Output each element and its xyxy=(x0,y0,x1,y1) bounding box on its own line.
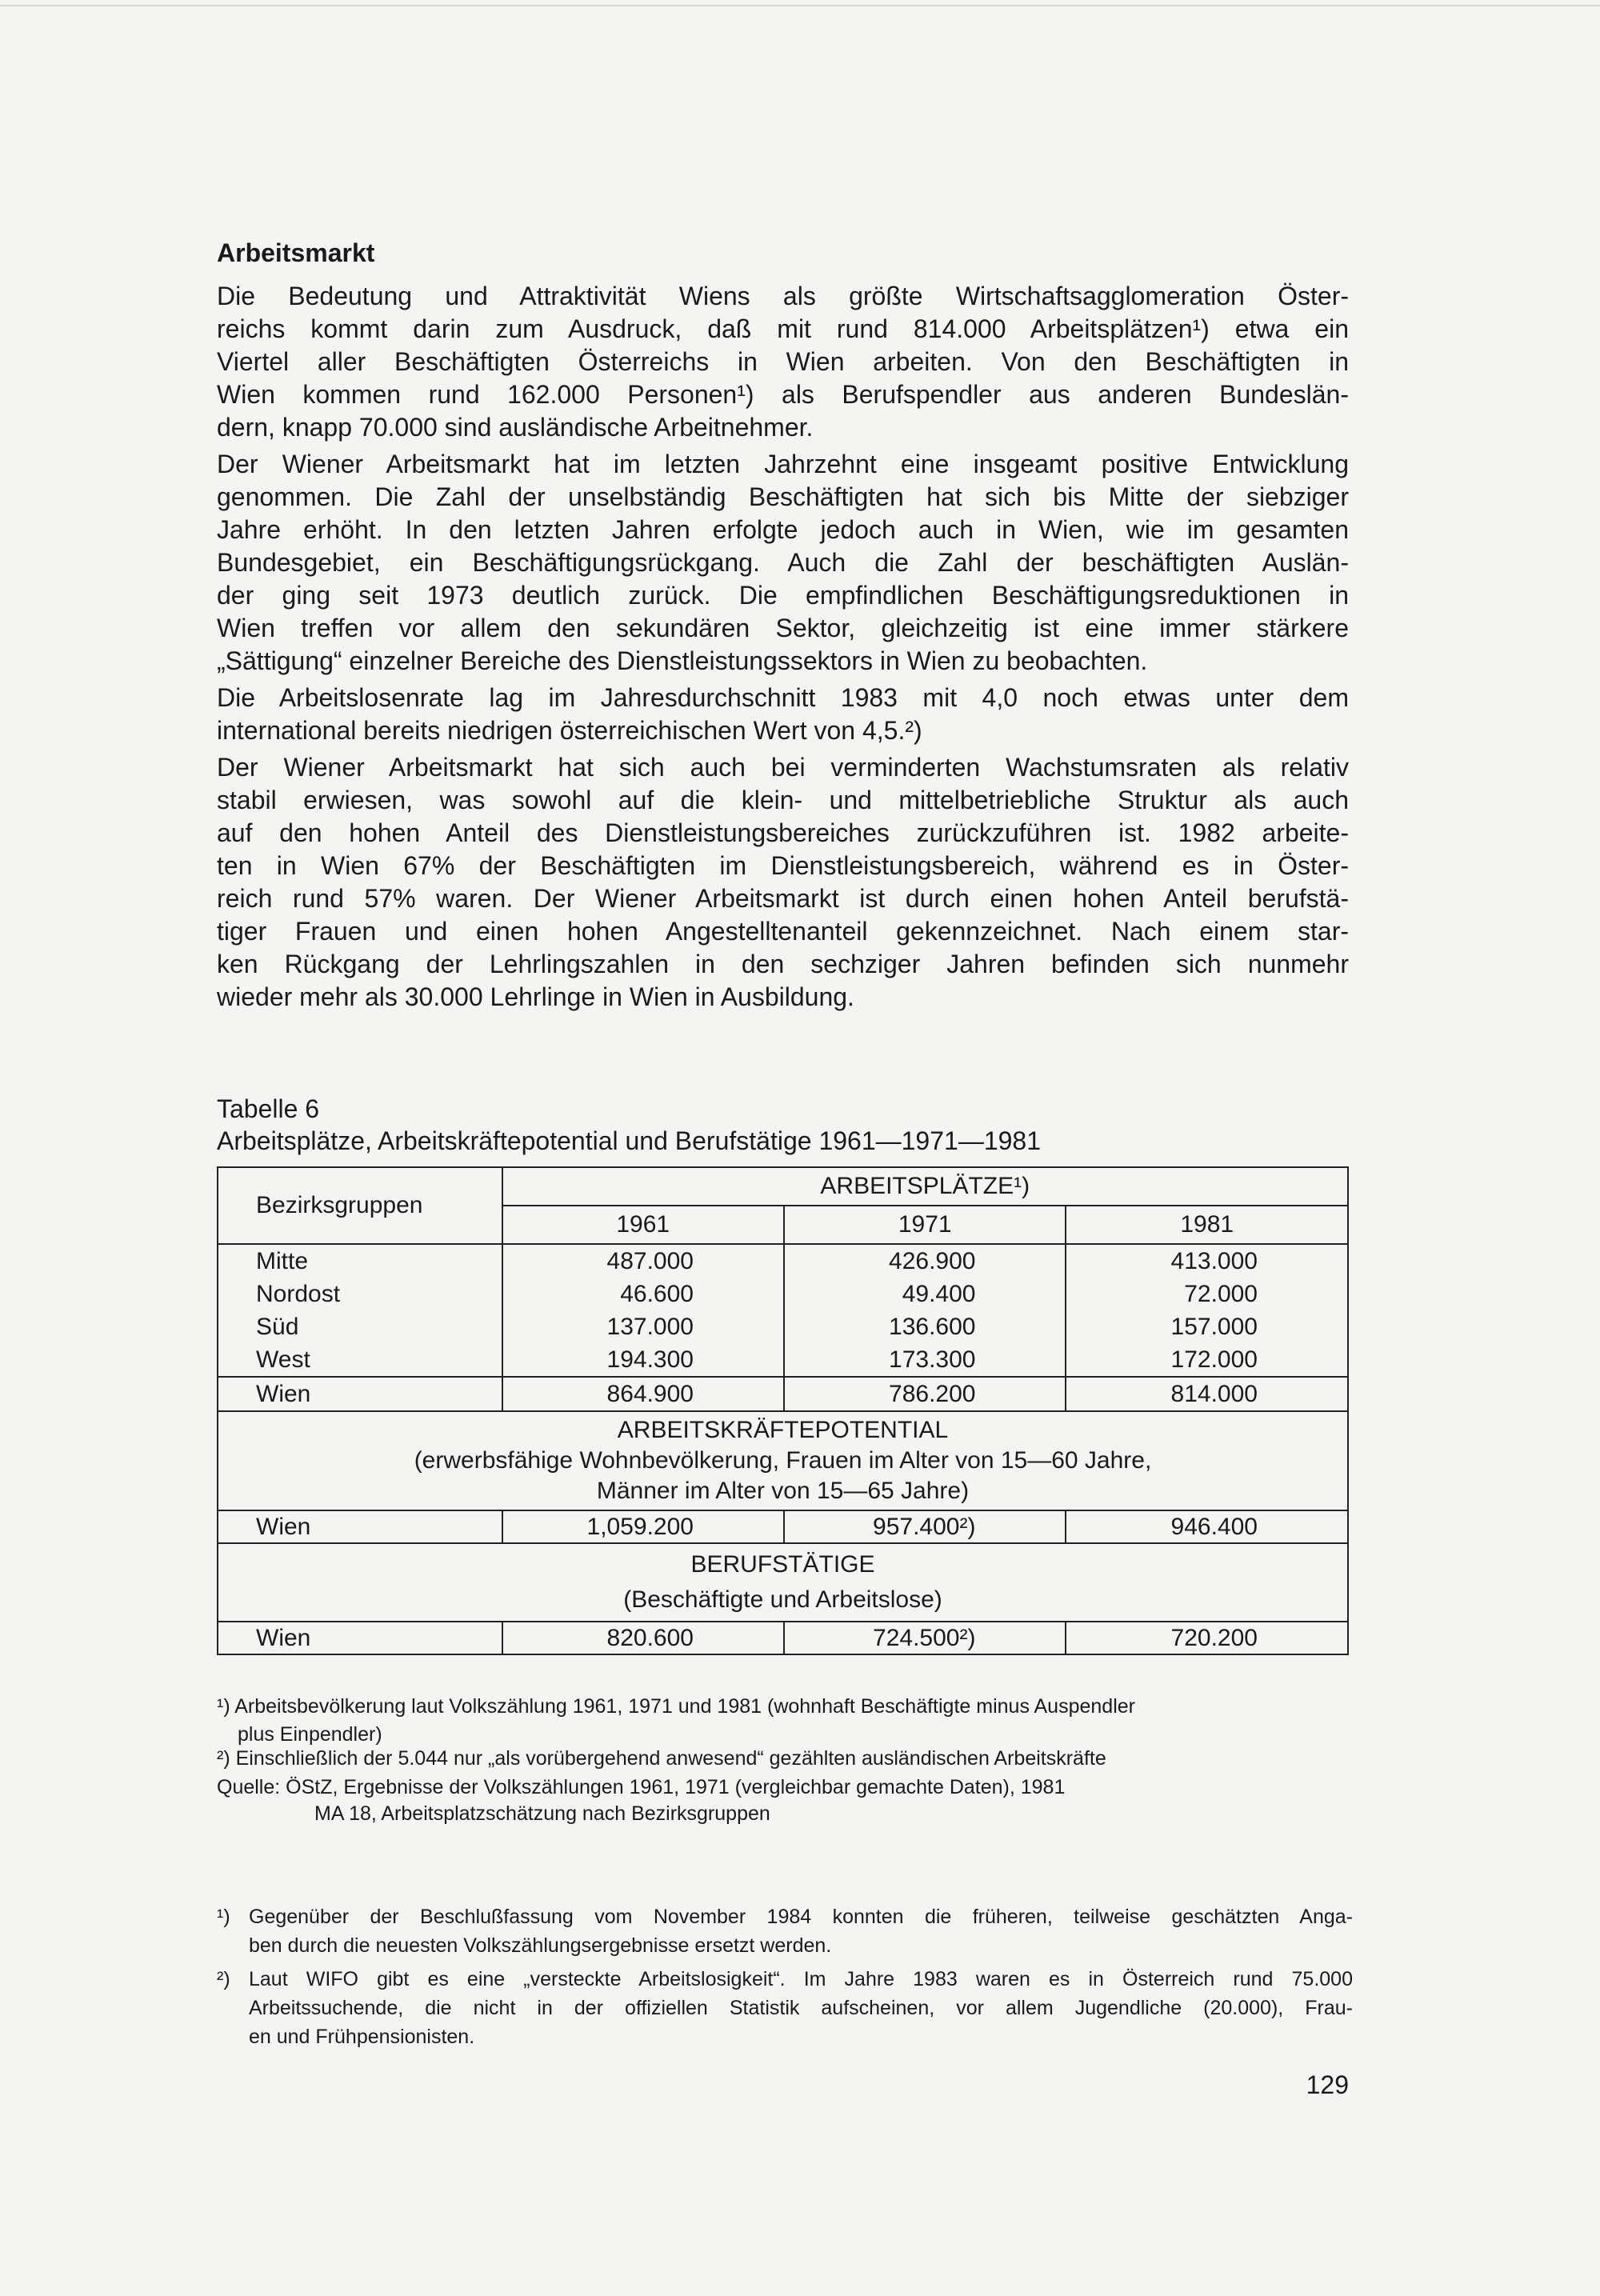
text-line: reichs kommt darin zum Ausdruck, daß mit rund 814.000 Arbeitsplätzen¹) etwa ein xyxy=(217,314,1349,343)
section-heading: Arbeitsmarkt xyxy=(217,238,375,267)
text-line: der ging seit 1973 deutlich zurück. Die empfindlichen Beschäftigungsreduktionen in xyxy=(217,581,1349,610)
region-label: West xyxy=(256,1346,310,1373)
footnote-line: Gegenüber der Beschlußfassung vom November 1984 konnten die früheren, teilweise geschätzten Anga- xyxy=(249,1906,1353,1928)
footnote-marker: ¹) xyxy=(217,1906,230,1928)
text-line: „Sättigung“ einzelner Bereiche des Dienstleistungssektors in Wien zu beobachten. xyxy=(217,646,1148,675)
cell: 957.400²) xyxy=(784,1510,1066,1543)
paragraph xyxy=(217,751,1349,1014)
text-line: wieder mehr als 30.000 Lehrlinge in Wien in Ausbildung. xyxy=(217,982,854,1011)
text-line: dern, knapp 70.000 sind ausländische Arbeitnehmer. xyxy=(217,413,814,442)
cell: 820.600 xyxy=(502,1622,784,1654)
paragraph xyxy=(217,682,1349,747)
cell: 487.000 xyxy=(606,1248,694,1274)
footnote: plus Einpendler) xyxy=(238,1723,382,1746)
cell: 946.400 xyxy=(1066,1510,1348,1543)
text-line: Wien kommen rund 162.000 Personen¹) als Berufspendler aus anderen Bundeslän- xyxy=(217,380,1349,409)
table-label: Tabelle 6 xyxy=(217,1094,320,1123)
cell: 49.400 xyxy=(902,1281,976,1307)
cell: 72.000 xyxy=(1184,1281,1258,1307)
row-label: Wien xyxy=(218,1510,502,1543)
text-line: international bereits niedrigen österreichischen Wert von 4,5.²) xyxy=(217,716,922,745)
text-line: Viertel aller Beschäftigten Österreichs in Wien arbeiten. Von den Beschäftigten in xyxy=(217,347,1349,376)
footnote xyxy=(217,1902,1353,1960)
cell: 720.200 xyxy=(1066,1622,1348,1654)
row-header: Bezirksgruppen xyxy=(218,1167,502,1244)
cell: 864.900 xyxy=(502,1377,784,1411)
text-line: genommen. Die Zahl der unselbständig Beschäftigten hat sich bis Mitte der siebziger xyxy=(217,482,1349,511)
table-footnotes xyxy=(217,1694,1353,1826)
group-header: ARBEITSPLÄTZE¹) xyxy=(502,1167,1349,1206)
table-caption xyxy=(217,1093,1041,1157)
region-label: Nordost xyxy=(256,1281,341,1307)
cell: 157.000 xyxy=(1170,1314,1258,1340)
text-line: stabil erwiesen, was sowohl auf die klein- und mittelbetriebliche Struktur als auch xyxy=(217,786,1349,814)
text-line: ten in Wien 67% der Beschäftigten im Dienstleistungsbereich, während es in Öster- xyxy=(217,851,1349,880)
text-line: Der Wiener Arbeitsmarkt hat sich auch bei verminderten Wachstumsraten als relativ xyxy=(217,753,1349,782)
section-note: (erwerbsfähige Wohnbevölkerung, Frauen im Alter von 15—60 Jahre, xyxy=(414,1447,1152,1474)
region-label: Mitte xyxy=(256,1248,309,1274)
section-header xyxy=(218,1411,1348,1510)
cell: 786.200 xyxy=(784,1377,1066,1411)
total-label: Wien xyxy=(218,1377,502,1411)
text-line: Jahre erhöht. In den letzten Jahren erfolgte jedoch auch in Wien, wie im gesamten xyxy=(217,515,1349,544)
cell: 173.300 xyxy=(889,1346,976,1373)
cell: 194.300 xyxy=(606,1346,694,1373)
text-line: ken Rückgang der Lehrlingszahlen in den sechziger Jahren befinden sich nunmehr xyxy=(217,950,1349,978)
section-note: (Beschäftigte und Arbeitslose) xyxy=(623,1586,942,1613)
text-line: Wien treffen vor allem den sekundären Sektor, gleichzeitig ist eine immer stärkere xyxy=(217,614,1349,642)
section-title: ARBEITSKRÄFTEPOTENTIAL xyxy=(617,1417,949,1443)
table-title: Arbeitsplätze, Arbeitskräftepotential und Berufstätige 1961—1971—1981 xyxy=(217,1126,1041,1155)
page-number: 129 xyxy=(1306,2070,1349,2099)
values-1981 xyxy=(1066,1244,1348,1377)
footnote-line: Arbeitssuchende, die nicht in der offiziellen Statistik aufscheinen, vor allem Jugendliche (20.000), Frau- xyxy=(249,1997,1353,2019)
footnote-line: en und Frühpensionisten. xyxy=(249,2026,475,2048)
body-text xyxy=(217,280,1349,1018)
year-header: 1961 xyxy=(502,1206,784,1244)
section-header xyxy=(218,1543,1348,1622)
footnote: ¹) Arbeitsbevölkerung laut Volkszählung 1961, 1971 und 1981 (wohnhaft Beschäftigte minus Auspendler xyxy=(217,1695,1135,1718)
footnote xyxy=(217,1965,1353,2051)
text-line: Bundesgebiet, ein Beschäftigungsrückgang. Auch die Zahl der beschäftigten Auslän- xyxy=(217,548,1349,577)
footnote: ²) Einschließlich der 5.044 nur „als vorübergehend anwesend“ gezählten ausländischen Arbeitskräfte xyxy=(217,1747,1106,1770)
page-footnotes xyxy=(217,1902,1353,2056)
source-note: Quelle: ÖStZ, Ergebnisse der Volkszählungen 1961, 1971 (vergleichbar gemachte Daten), 1981 xyxy=(217,1776,1066,1798)
year-header: 1971 xyxy=(784,1206,1066,1244)
cell: 1,059.200 xyxy=(502,1510,784,1543)
cell: 172.000 xyxy=(1170,1346,1258,1373)
cell: 413.000 xyxy=(1170,1248,1258,1274)
footnote-line: Laut WIFO gibt es eine „versteckte Arbeitslosigkeit“. Im Jahre 1983 waren es in Österreich rund 75.000 xyxy=(249,1968,1353,1990)
cell: 46.600 xyxy=(620,1281,694,1307)
source-note: MA 18, Arbeitsplatzschätzung nach Bezirksgruppen xyxy=(314,1802,770,1825)
text-line: Der Wiener Arbeitsmarkt hat im letzten Jahrzehnt eine insgeamt positive Entwicklung xyxy=(217,450,1349,478)
footnote-marker: ²) xyxy=(217,1968,230,1990)
text-line: Die Bedeutung und Attraktivität Wiens als größte Wirtschaftsagglomeration Öster- xyxy=(217,282,1349,310)
paragraph xyxy=(217,448,1349,678)
region-label: Süd xyxy=(256,1314,299,1340)
scan-edge xyxy=(0,5,1600,6)
row-label: Wien xyxy=(218,1622,502,1654)
section-note: Männer im Alter von 15—65 Jahre) xyxy=(596,1478,970,1504)
cell: 136.600 xyxy=(889,1314,976,1340)
text-line: Die Arbeitslosenrate lag im Jahresdurchschnitt 1983 mit 4,0 noch etwas unter dem xyxy=(217,683,1349,712)
footnote-line: ben durch die neuesten Volkszählungsergebnisse ersetzt werden. xyxy=(249,1934,832,1957)
section-title: BERUFSTÄTIGE xyxy=(690,1551,875,1578)
text-line: reich rund 57% waren. Der Wiener Arbeitsmarkt ist durch einen hohen Anteil berufstä- xyxy=(217,884,1349,913)
cell: 724.500²) xyxy=(784,1622,1066,1654)
values-1961 xyxy=(502,1244,784,1377)
cell: 426.900 xyxy=(889,1248,976,1274)
values-1971 xyxy=(784,1244,1066,1377)
data-table xyxy=(217,1166,1349,1655)
year-header: 1981 xyxy=(1066,1206,1348,1244)
cell: 814.000 xyxy=(1066,1377,1348,1411)
text-line: tiger Frauen und einen hohen Angestelltenanteil gekennzeichnet. Nach einem star- xyxy=(217,917,1349,946)
paragraph xyxy=(217,280,1349,444)
cell: 137.000 xyxy=(606,1314,694,1340)
text-line: auf den hohen Anteil des Dienstleistungsbereiches zurückzuführen ist. 1982 arbeite- xyxy=(217,818,1349,847)
region-labels xyxy=(218,1244,502,1377)
